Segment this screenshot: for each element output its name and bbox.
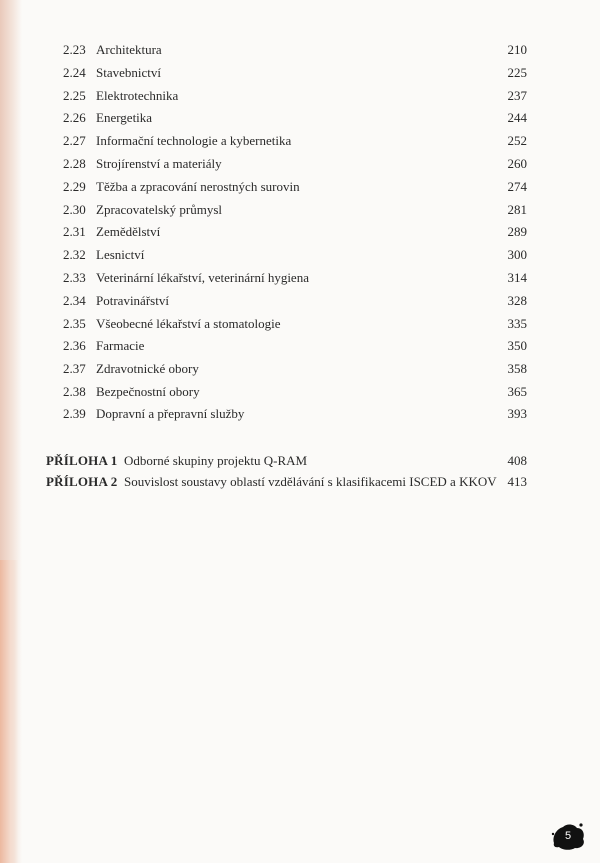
toc-entry-title: Informační technologie a kybernetika [96, 133, 292, 148]
toc-entry-title: Farmacie [96, 338, 145, 353]
toc-entry-number: 2.23 [63, 42, 86, 57]
toc-entry-number: 2.38 [63, 384, 86, 399]
toc-entry-page: 281 [507, 202, 527, 217]
toc-entry-number: 2.35 [63, 316, 86, 331]
toc-entry-page: 314 [507, 270, 527, 285]
toc-entry-page: 210 [507, 42, 527, 57]
toc-entry-title: Architektura [96, 42, 162, 57]
toc-entry-page: 365 [507, 384, 527, 399]
page-edge-tint-lower [0, 560, 18, 863]
toc-entry[interactable] [0, 200, 600, 220]
toc-entry-number: 2.27 [63, 133, 86, 148]
toc-entry-number: 2.30 [63, 202, 86, 217]
toc-entry[interactable] [0, 359, 600, 379]
toc-entry-title: Zpracovatelský průmysl [96, 202, 222, 217]
toc-entry-number: 2.37 [63, 361, 86, 376]
toc-entry[interactable] [0, 382, 600, 402]
toc-entry-number: 2.26 [63, 110, 86, 125]
page-number: 5 [564, 830, 572, 842]
toc-entry[interactable] [0, 63, 600, 83]
toc-entry-title: Zemědělství [96, 224, 161, 239]
toc-entry[interactable] [0, 336, 600, 356]
toc-entry-number: 2.36 [63, 338, 86, 353]
toc-entry[interactable] [0, 131, 600, 151]
toc-entry-page: 260 [507, 156, 527, 171]
toc-entry-title: Všeobecné lékařství a stomatologie [96, 316, 281, 331]
toc-entry-page: 350 [507, 338, 527, 353]
appendix-page: 408 [507, 453, 527, 468]
toc-entry-title: Lesnictví [96, 247, 145, 262]
toc-entry-number: 2.28 [63, 156, 86, 171]
appendix-label: PŘÍLOHA 2 [46, 474, 118, 489]
appendix-page: 413 [507, 474, 527, 489]
toc-entry-title: Elektrotechnika [96, 88, 179, 103]
toc-entry-page: 252 [507, 133, 527, 148]
toc-entry[interactable] [0, 177, 600, 197]
toc-entry-page: 244 [507, 110, 527, 125]
toc-entry-title: Potravinářství [96, 293, 169, 308]
appendix-entry[interactable] [0, 451, 600, 471]
toc-entry-number: 2.25 [63, 88, 86, 103]
toc-entry[interactable] [0, 108, 600, 128]
toc-entry-page: 237 [507, 88, 527, 103]
page-number-badge [550, 821, 586, 851]
toc-entry-number: 2.32 [63, 247, 86, 262]
toc-entry-number: 2.24 [63, 65, 86, 80]
toc-entry-page: 225 [507, 65, 527, 80]
toc-entry-number: 2.34 [63, 293, 86, 308]
toc-entry-title: Bezpečnostní obory [96, 384, 200, 399]
toc-entry-page: 289 [507, 224, 527, 239]
appendix-entry[interactable] [0, 472, 600, 492]
toc-entry[interactable] [0, 245, 600, 265]
toc-entry-title: Energetika [96, 110, 153, 125]
toc-entry-page: 358 [507, 361, 527, 376]
appendix-title: Odborné skupiny projektu Q-RAM [124, 453, 308, 468]
toc-entry[interactable] [0, 40, 600, 60]
toc-entry[interactable] [0, 86, 600, 106]
toc-entry[interactable] [0, 291, 600, 311]
appendix-title: Souvislost soustavy oblastí vzdělávání s klasifikacemi ISCED a KKOV [124, 474, 497, 489]
toc-entry-page: 335 [507, 316, 527, 331]
toc-entry-number: 2.29 [63, 179, 86, 194]
toc-entry-title: Veterinární lékařství, veterinární hygiena [96, 270, 309, 285]
toc-entry[interactable] [0, 268, 600, 288]
toc-entry-title: Zdravotnické obory [96, 361, 199, 376]
toc-entry-number: 2.33 [63, 270, 86, 285]
toc-entry-page: 274 [507, 179, 527, 194]
toc-entry[interactable] [0, 154, 600, 174]
toc-entry-title: Těžba a zpracování nerostných surovin [96, 179, 300, 194]
toc-entry-page: 328 [507, 293, 527, 308]
toc-entry[interactable] [0, 314, 600, 334]
toc-entry-page: 300 [507, 247, 527, 262]
toc-entry[interactable] [0, 404, 600, 424]
toc-entry-title: Dopravní a přepravní služby [96, 406, 245, 421]
appendix-label: PŘÍLOHA 1 [46, 453, 118, 468]
toc-entry[interactable] [0, 222, 600, 242]
toc-entry-number: 2.31 [63, 224, 86, 239]
toc-entry-number: 2.39 [63, 406, 86, 421]
toc-entry-title: Strojírenství a materiály [96, 156, 222, 171]
toc-entry-page: 393 [507, 406, 527, 421]
toc-entry-title: Stavebnictví [96, 65, 161, 80]
